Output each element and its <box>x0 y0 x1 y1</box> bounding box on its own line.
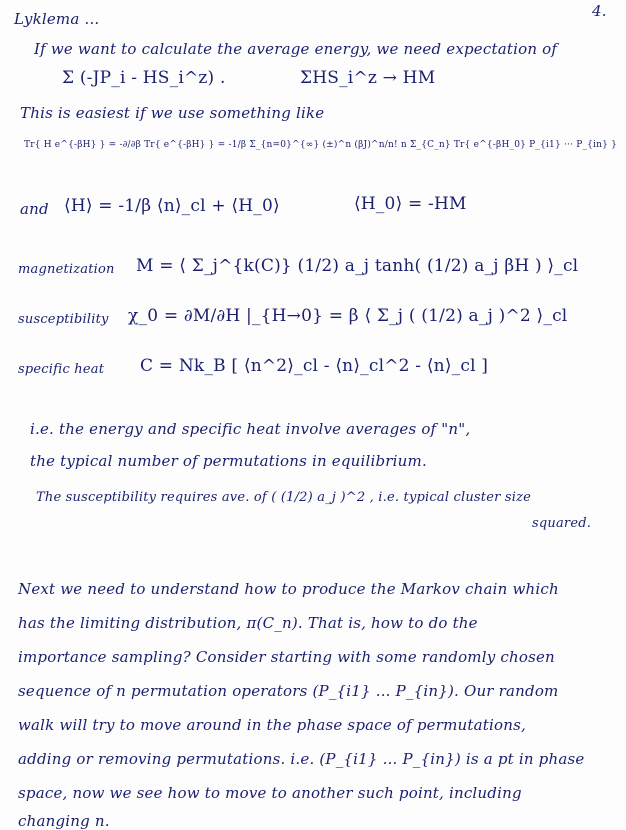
intro-line-1: If we want to calculate the average energy, we need expectation of <box>34 40 558 58</box>
specific-heat-label: specific heat <box>18 362 105 377</box>
magnetization-map: ΣHS_i^z → HM <box>300 68 436 88</box>
specific-heat-equation: C = Nk_B [ ⟨n^2⟩_cl - ⟨n⟩_cl^2 - ⟨n⟩_cl ] <box>140 356 489 376</box>
markov-line-8: changing n. <box>18 812 110 830</box>
susceptibility-equation: χ_0 = ∂M/∂H |_{H→0} = β ⟨ Σ_j ( (1/2) a_j )^2 ⟩_cl <box>128 306 568 326</box>
energy-label: and <box>20 200 49 218</box>
markov-line-5: walk will try to move around in the phase space of permutations, <box>18 716 526 734</box>
header-author-note: Lyklema ... <box>14 10 100 28</box>
markov-line-4: sequence of n permutation operators (P_{i1} ... P_{in}). Our random <box>18 682 559 700</box>
page-number: 4. <box>592 2 607 20</box>
intro-line-3: This is easiest if we use something like <box>20 104 325 122</box>
susceptibility-label: susceptibility <box>18 312 109 327</box>
markov-line-6: adding or removing permutations. i.e. (P_{i1} ... P_{in}) is a pt in phase <box>18 750 585 768</box>
markov-line-7: space, now we see how to move to another such point, including <box>18 784 522 802</box>
markov-line-3: importance sampling? Consider starting with some randomly chosen <box>18 648 555 666</box>
magnetization-label: magnetization <box>18 262 115 277</box>
magnetization-equation: M = ⟨ Σ_j^{k(C)} (1/2) a_j tanh( (1/2) a_j βH ) ⟩_cl <box>136 256 579 276</box>
remark-line-3: The susceptibility requires ave. of ( (1/2) a_j )^2 , i.e. typical cluster size <box>36 490 532 505</box>
markov-line-1: Next we need to understand how to produce the Markov chain which <box>18 580 559 598</box>
hamiltonian-sum: Σ (-JP_i - HS_i^z) . <box>62 68 226 88</box>
remark-line-1: i.e. the energy and specific heat involve averages of "n", <box>30 420 471 438</box>
energy-equation: ⟨H⟩ = -1/β ⟨n⟩_cl + ⟨H_0⟩ <box>64 196 280 216</box>
markov-line-2: has the limiting distribution, π(C_n). That is, how to do the <box>18 614 478 632</box>
h0-equation: ⟨H_0⟩ = -HM <box>354 194 467 214</box>
remark-line-4: squared. <box>532 516 592 531</box>
trace-equation: Tr{ H e^{-βH} } = -∂/∂β Tr{ e^{-βH} } = -1/β Σ_{n=0}^{∞} (±)^n (βJ)^n/n! n Σ_{C_n} Tr{ e^{-βH_0} P_{i1} ··· P_{in} } <box>24 140 618 150</box>
remark-line-2: the typical number of permutations in equilibrium. <box>30 452 427 470</box>
